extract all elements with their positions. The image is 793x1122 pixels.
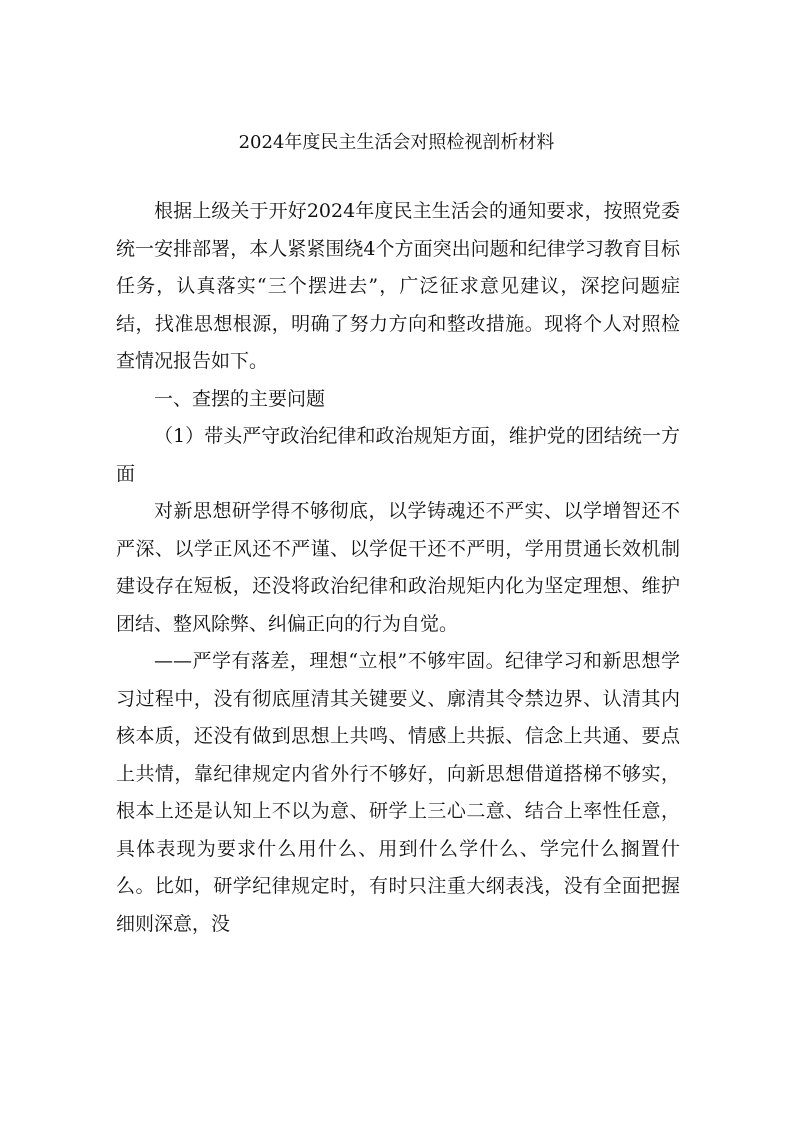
intro-paragraph: 根据上级关于开好2024年度民主生活会的通知要求，按照党委统一安排部署，本人紧紧围绕4个方面突出问题和纪律学习教育目标任务，认真落实“三个摆进去”，广泛征求意见建议，深挖问题症结，找准思想根源，明确了努力方向和整改措施。现将个人对照检查情况报告如下。	[116, 200, 680, 372]
document-title: 2024年度民主生活会对照检视剖析材料	[238, 132, 555, 153]
body-paragraph: 对新思想研学得不够彻底，以学铸魂还不严实、以学增智还不严深、以学正风还不严谨、以学促干还不严明，学用贯通长效机制建设存在短板，还没将政治纪律和政治规矩内化为坚定理想、维护团结、整风除弊、纠偏正向的行为自觉。	[116, 500, 680, 635]
body-paragraph: ——严学有落差，理想“立根”不够牢固。纪律学习和新思想学习过程中，没有彻底厘清其关键要义、廓清其令禁边界、认清其内核本质，还没有做到思想上共鸣、情感上共振、信念上共通、要点上共情，靠纪律规定内省外行不够好，向新思想借道搭梯不够实，根本上还是认知上不以为意、研学上三心二意、结合上率性任意，具体表现为要求什么用什么、用到什么学什么、学完什么搁置什么。比如，研学纪律规定时，有时只注重大纲表浅，没有全面把握细则深意，没	[116, 650, 680, 935]
subsection-heading: （1）带头严守政治纪律和政治规矩方面，维护党的团结统一方面	[116, 425, 680, 485]
section-heading: 一、查摆的主要问题	[154, 387, 326, 410]
document-body	[116, 193, 680, 943]
